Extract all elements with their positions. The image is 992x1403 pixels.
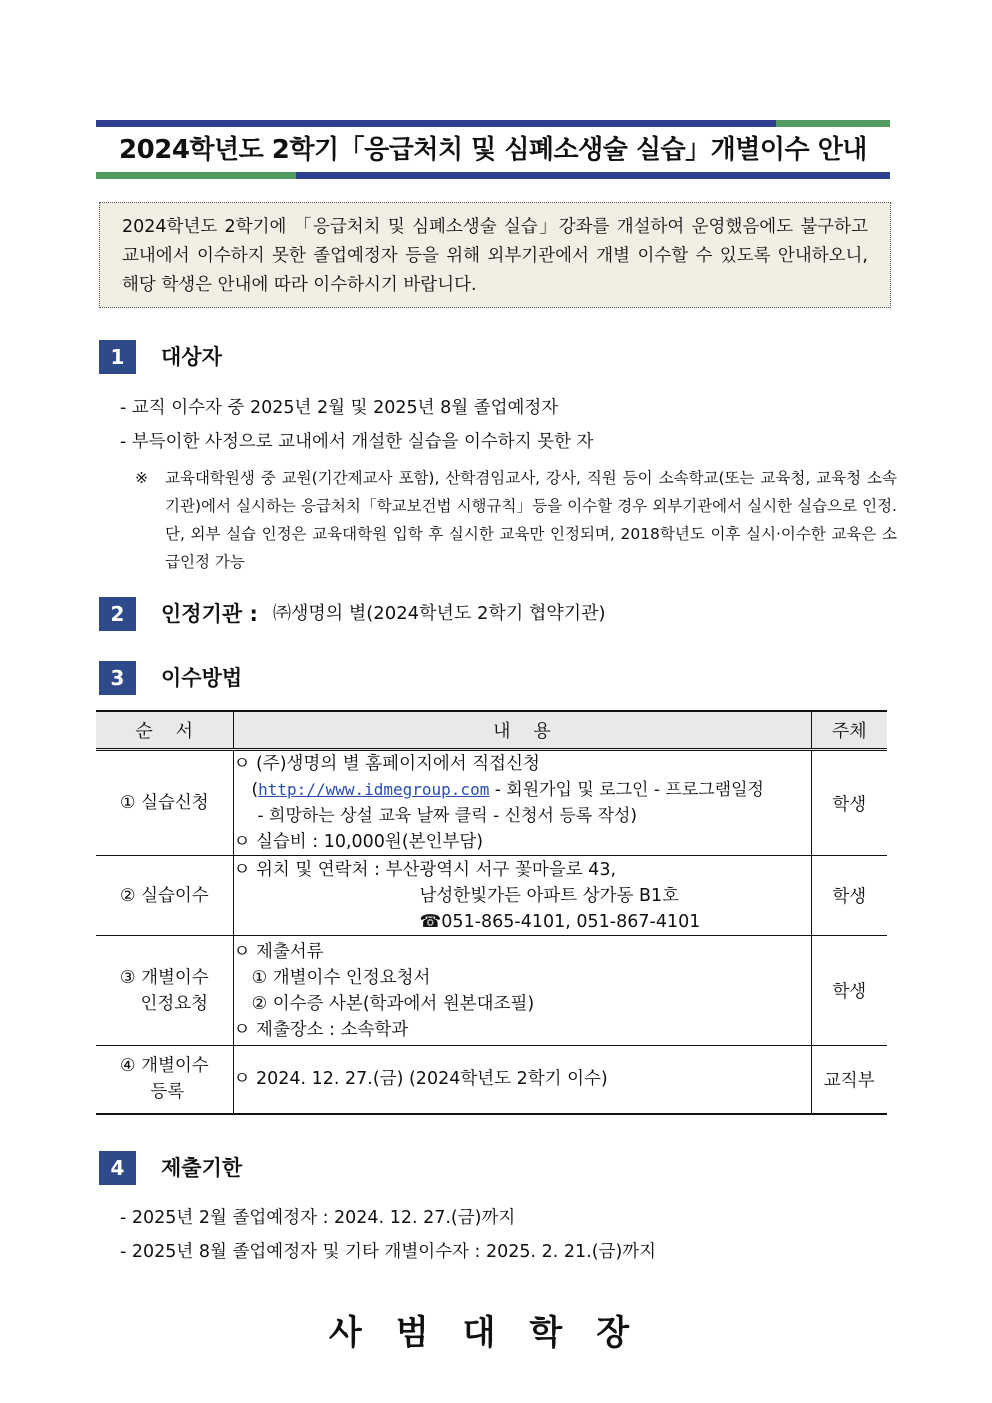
table-row [96,936,887,1046]
step-cell: ② 실습이수 [96,856,233,936]
content-cell [233,750,811,856]
content-line [234,777,811,803]
title-bar-bottom-green [96,172,296,179]
section-2-value: ㈜생명의 별(2024학년도 2학기 협약기관) [273,603,606,624]
content-line: - 희망하는 상설 교육 날짜 클릭 - 신청서 등록 작성) [257,806,638,826]
content-line: 남성한빛가든 아파트 상가동 B1호 [419,885,680,906]
step-cell [96,936,233,1046]
section-1-title: 대상자 [161,345,222,369]
step-line: ④ 개별이수 [119,1056,209,1077]
content-cell [233,1046,811,1114]
table-row [96,856,887,936]
table-row [96,1046,887,1114]
content-cell [233,936,811,1046]
table-header-row [96,711,887,750]
content-line: ㅇ (주)생명의 별 홈페이지에서 직접신청 [233,754,540,774]
procedure-table [96,710,887,1115]
content-line-rest: - 회원가입 및 로그인 - 프로그램일정 [489,780,764,800]
signature: 사범대학장 [328,1313,664,1353]
subject-cell: 학생 [811,750,887,856]
title-band [96,120,890,180]
step-line: 인정요청 [140,993,209,1014]
content-line: ① 개별이수 인정요청서 [251,967,431,988]
content-line: ㅇ 실습비 : 10,000원(본인부담) [233,832,484,852]
section-1-number: 1 [99,340,136,374]
content-cell [233,856,811,936]
deadline-item-1: - 2025년 2월 졸업예정자 : 2024. 12. 27.(금)까지 [120,1208,516,1228]
target-item-1: - 교직 이수자 중 2025년 2월 및 2025년 8월 졸업예정자 [120,398,559,418]
header-content: 내 용 [233,711,811,750]
content-line: ㅇ 제출장소 : 소속학과 [233,1019,409,1040]
target-item-2: - 부득이한 사정으로 교내에서 개설한 실습을 이수하지 못한 자 [120,432,594,452]
title-bar-top-green [776,120,890,127]
section-2-title: 인정기관 : [161,602,258,626]
section-2-number: 2 [99,597,136,631]
paren-open: ( [251,780,259,800]
content-line: ㅇ 2024. 12. 27.(금) (2024학년도 2학기 이수) [233,1069,608,1090]
section-3-title: 이수방법 [161,666,243,690]
target-note [135,464,897,576]
subject-cell: 교직부 [811,1046,887,1114]
notice-box: 2024학년도 2학기에 「응급처치 및 심폐소생술 실습」강좌를 개설하여 운영했음에도 불구하고 교내에서 이수하지 못한 졸업예정자 등을 위해 외부기관에서 개별 이수할 수 있도록 안내하오니, 해당 학생은 안내에 따라 이수하시기 바랍니다. [99,202,891,308]
title-bar-top-blue [96,120,776,127]
content-line: ㅇ 제출서류 [233,941,324,962]
note-text: 교육대학원생 중 교원(기간제교사 포함), 산학겸임교사, 강사, 직원 등이 소속학교(또는 교육청, 교육청 소속기관)에서 실시하는 응급처치「학교보건법 시행규칙」등을 이수할 경우 외부기관에서 실시한 실습으로 인정. 단, 외부 실습 인정은 교육대학원 입학 후 실시한 교육만 인정되며, 2018학년도 이후 실시·이수한 교육은 소급인정 가능 [165,469,897,571]
content-line: ② 이수증 사본(학과에서 원본대조필) [251,993,535,1014]
document-title: 2024학년도 2학기「응급처치 및 심폐소생술 실습」개별이수 안내 [119,135,867,165]
step-line: 등록 [150,1082,185,1103]
homepage-link[interactable]: http://www.idmegroup.com [258,780,490,799]
step-cell: ① 실습신청 [96,750,233,856]
subject-cell: 학생 [811,856,887,936]
section-3-number: 3 [99,661,136,695]
section-4-number: 4 [99,1151,136,1185]
note-mark: ※ [135,469,148,487]
section-4-title: 제출기한 [161,1156,243,1180]
table-row [96,750,887,856]
content-line: ㅇ 위치 및 연락처 : 부산광역시 서구 꽃마을로 43, [233,859,617,880]
header-order: 순 서 [96,711,233,750]
step-cell [96,1046,233,1114]
header-subject: 주체 [811,711,887,750]
deadline-item-2: - 2025년 8월 졸업예정자 및 기타 개별이수자 : 2025. 2. 21.(금)까지 [120,1242,657,1262]
subject-cell: 학생 [811,936,887,1046]
content-line: ☎051-865-4101, 051-867-4101 [419,911,701,932]
step-line: ③ 개별이수 [119,967,209,988]
title-bar-bottom-blue [296,172,890,179]
